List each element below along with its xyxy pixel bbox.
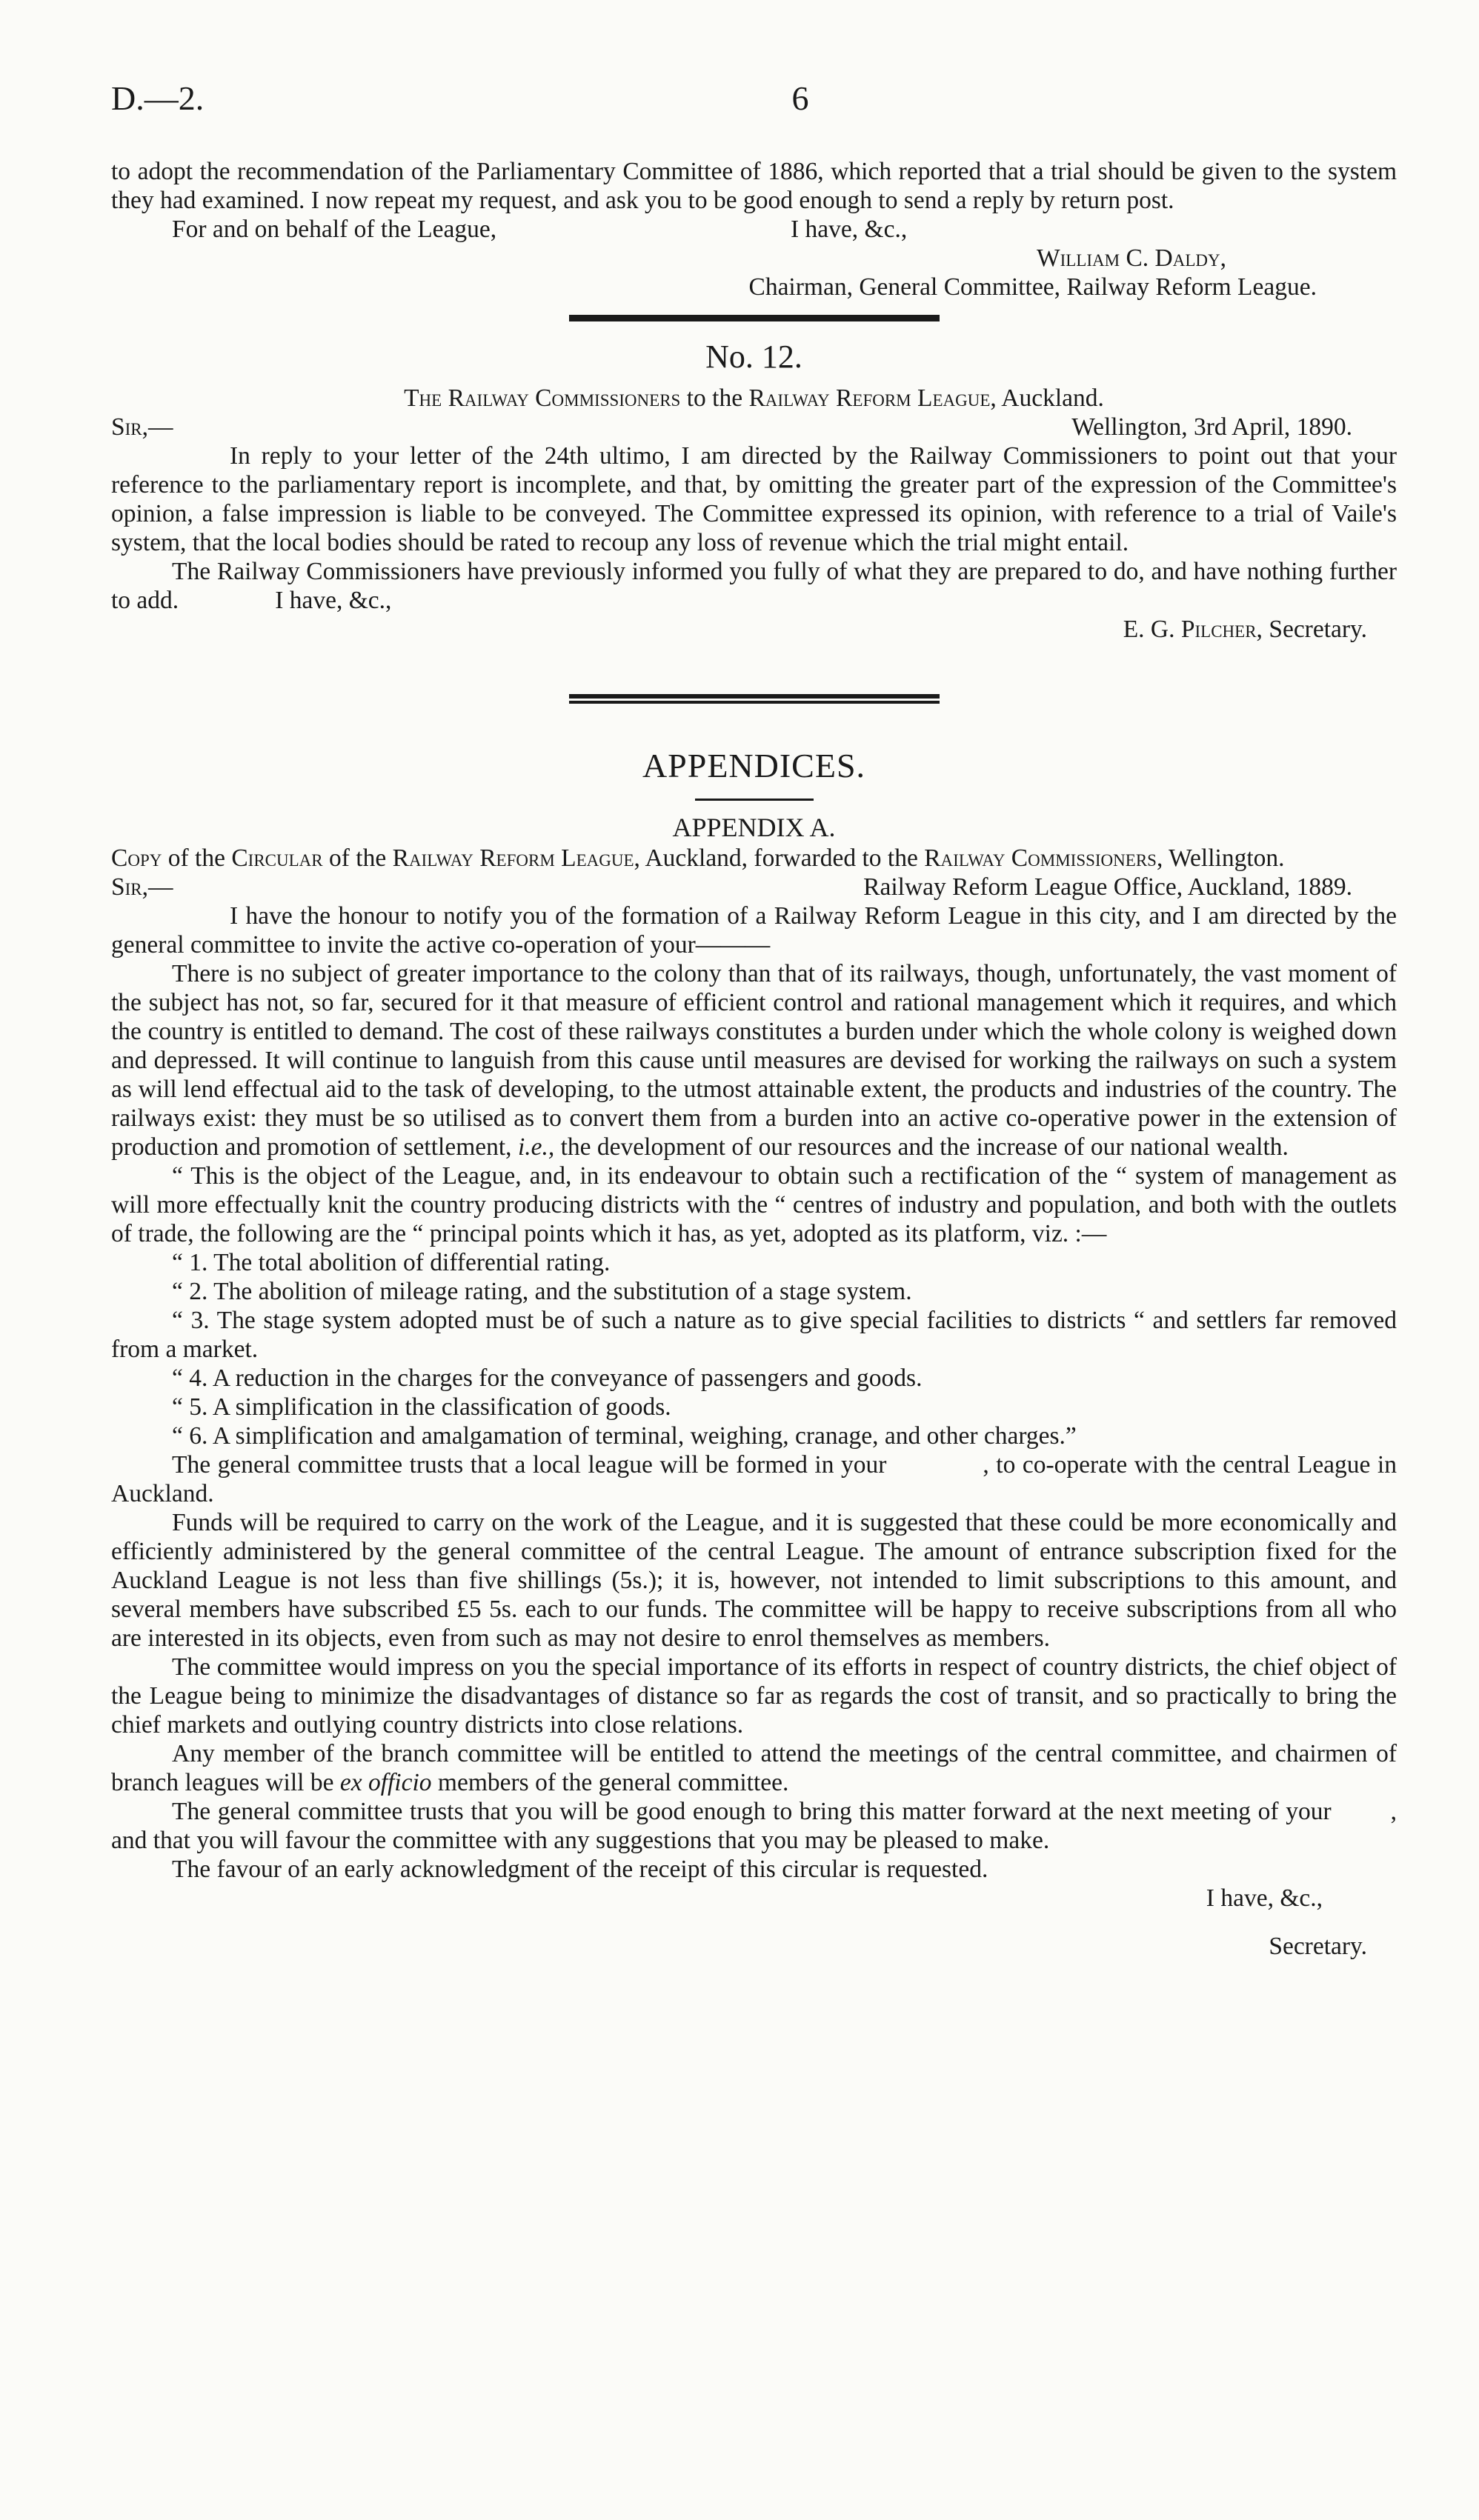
platform-point: “ 4. A reduction in the charges for the conveyance of passengers and goods. — [172, 1364, 923, 1392]
letter-number-title: No. 12. — [705, 339, 802, 375]
title-rule — [695, 799, 814, 801]
circular-paragraph: The general committee trusts that a local league will be formed in your , to co-operate with the central League in Auckland. — [111, 1451, 1397, 1507]
section-divider — [569, 315, 940, 321]
appendices-title: APPENDICES. — [642, 747, 866, 784]
place-date: Wellington, 3rd April, 1890. — [1071, 413, 1352, 441]
place-date: Railway Reform League Office, Auckland, 1889. — [863, 873, 1352, 901]
salutation: Sir,— — [111, 413, 173, 441]
appendix-caption: Copy of the Circular of the Railway Reform League, Auckland, forwarded to the Railway Commissioners, Wellington. — [111, 844, 1285, 872]
letter-subject: The Railway Commissioners to the Railway Reform League, Auckland. — [404, 384, 1104, 412]
circular-paragraph: Any member of the branch committee will be entitled to attend the meetings of the central committee, and chairmen of branch leagues will be ex officio members of the general committee. — [111, 1740, 1397, 1796]
platform-intro: “ This is the object of the League, and, in its endeavour to obtain such a rectification of the “ system of management as will more effectually knit the country producing districts with the “ centres of industry and population, and both with the outlets of trade, the following are the “ principal points which it has, as yet, adopted as its platform, viz. :— — [111, 1162, 1397, 1247]
circular-paragraph: The favour of an early acknowledgment of the receipt of this circular is requested. — [172, 1856, 988, 1883]
signatory-position: Chairman, General Committee, Railway Reform League. — [748, 273, 1317, 301]
platform-point: “ 3. The stage system adopted must be of such a nature as to give special facilities to districts “ and settlers far removed from a market. — [111, 1307, 1397, 1363]
letter-continuation-text: to adopt the recommendation of the Parliamentary Committee of 1886, which reported that a trial should be given to the system they had examined. I now repeat my request, and ask you to be good enough to send a reply by return post. — [111, 158, 1397, 214]
appendices — [111, 745, 1397, 1961]
page-header — [111, 79, 1397, 130]
salutation-row — [111, 413, 1397, 441]
page-code: D.—2. — [111, 79, 205, 117]
letter-paragraph: The Railway Commissioners have previously informed you fully of what they are prepared to do, and have nothing further to add. I have, &c., — [111, 558, 1397, 614]
letter-no-12 — [111, 336, 1397, 644]
signatory-line: E. G. Pilcher, Secretary. — [1123, 616, 1367, 643]
circular-paragraph: There is no subject of greater importance to the colony than that of its railways, though, unfortunately, the vast moment of the subject has not, so far, secured for it that measure of efficient control and rational management which it requires, and which the country is entitled to demand. The cost of these railways constitutes a burden under which the whole colony is weighed down and depressed. It will continue to languish from this cause until measures are devised for working the railways on such a system as will lend effectual aid to the task of developing, to the utmost attainable extent, the products and industries of the country. The railways exist: they must be so utilised as to convert them from a burden into an active co-operative power in the extension of production and promotion of settlement, i.e., the development of our resources and the increase of our national wealth. — [111, 960, 1397, 1161]
page-number: 6 — [791, 79, 809, 117]
signature-secretary: Secretary. — [1269, 1933, 1367, 1960]
platform-point: “ 2. The abolition of mileage rating, and the substitution of a stage system. — [172, 1278, 912, 1305]
behalf-line: For and on behalf of the League, — [172, 216, 497, 243]
closing-formula: I have, &c., — [791, 216, 908, 243]
platform-point: “ 1. The total abolition of differential rating. — [172, 1249, 611, 1276]
section-divider-double — [569, 694, 940, 704]
circular-paragraph: I have the honour to notify you of the formation of a Railway Reform League in this city, and I am directed by the general committee to invite the active co-operation of your——— — [111, 902, 1397, 959]
platform-point: “ 5. A simplification in the classification of goods. — [172, 1393, 671, 1421]
circular-paragraph: The general committee trusts that you will be good enough to bring this matter forward at the next meeting of your , and that you will favour the committee with any suggestions that you may be pleased to make. — [111, 1798, 1397, 1854]
letter-paragraph: In reply to your letter of the 24th ultimo, I am directed by the Railway Commissioners to point out that your reference to the parliamentary report is incomplete, and that, by omitting the greater part of the expression of the Committee's opinion, a false impression is liable to be conveyed. The Committee expressed its opinion, with reference to a trial of Vaile's system, that the local bodies should be rated to recoup any loss of revenue which the trial might entail. — [111, 442, 1397, 556]
signatory-name: William C. Daldy, — [1036, 244, 1226, 272]
letter-continuation — [111, 157, 1397, 301]
salutation: Sir,— — [111, 873, 173, 901]
appendix-a-title: APPENDIX A. — [672, 813, 836, 842]
page-body — [111, 157, 1397, 1961]
salutation-row — [111, 873, 1397, 901]
platform-point: “ 6. A simplification and amalgamation of terminal, weighing, cranage, and other charges.” — [172, 1422, 1077, 1450]
circular-paragraph: The committee would impress on you the special importance of its efforts in respect of country districts, the chief object of the League being to minimize the disadvantages of distance so far as regards the cost of transit, and so practically to bring the chief markets and outlying country districts into close relations. — [111, 1653, 1397, 1739]
letter-closing-line — [111, 215, 1397, 244]
closing-formula: I have, &c., — [1206, 1884, 1323, 1912]
circular-paragraph: Funds will be required to carry on the work of the League, and it is suggested that these could be more economically and efficiently administered by the general committee of the central League. The amount of entrance subscription fixed for the Auckland League is not less than five shillings (5s.); it is, however, not intended to limit subscriptions to this amount, and several members have subscribed £5 5s. each to our funds. The committee will be happy to receive subscriptions from all who are interested in its objects, even from such as may not desire to enrol themselves as members. — [111, 1509, 1397, 1652]
